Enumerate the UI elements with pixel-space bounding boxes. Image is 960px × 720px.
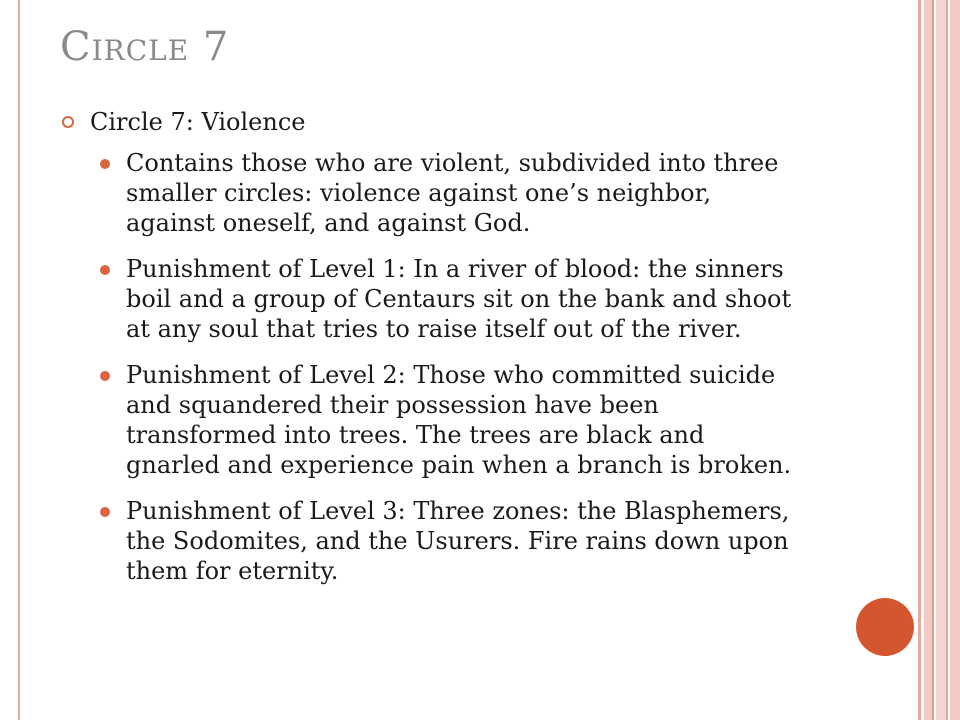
bullet-line: at any soul that tries to raise itself out of the river.	[126, 315, 742, 343]
dot-bullet-icon	[100, 159, 110, 169]
bullet-line: them for eternity.	[126, 557, 339, 585]
bullet-line: and squandered their possession have been	[126, 391, 659, 419]
right-border-stripe	[936, 0, 946, 720]
decorative-circle	[856, 598, 914, 656]
sub-bullet	[100, 496, 934, 586]
heading-bullet	[62, 106, 934, 138]
bullet-line: gnarled and experience pain when a branch is broken.	[126, 451, 792, 479]
right-border-stripe	[950, 0, 960, 720]
bullet-line: the Sodomites, and the Usurers. Fire rains down upon	[126, 527, 789, 555]
bullet-line: Contains those who are violent, subdivided into three	[126, 149, 779, 177]
heading-text: Circle 7: Violence	[90, 108, 306, 136]
sub-bullet	[100, 254, 934, 344]
bullet-line: against oneself, and against God.	[126, 209, 531, 237]
sub-bullet	[100, 148, 934, 238]
dot-bullet-icon	[100, 265, 110, 275]
dot-bullet-icon	[100, 507, 110, 517]
bullet-line: smaller circles: violence against one’s neighbor,	[126, 179, 712, 207]
sub-bullet	[100, 360, 934, 480]
dot-bullet-icon	[100, 371, 110, 381]
bullet-line: Punishment of Level 1: In a river of blood: the sinners	[126, 255, 784, 283]
bullet-line: boil and a group of Centaurs sit on the bank and shoot	[126, 285, 792, 313]
bullet-line: Punishment of Level 2: Those who committed suicide	[126, 361, 776, 389]
slide-title: Circle 7	[60, 24, 230, 70]
ring-bullet-icon	[62, 116, 74, 128]
bullet-line: Punishment of Level 3: Three zones: the Blasphemers,	[126, 497, 790, 525]
slide-body	[62, 106, 934, 586]
right-border-stripe	[946, 0, 948, 720]
bullet-line: transformed into trees. The trees are black and	[126, 421, 705, 449]
left-frame-line	[18, 0, 20, 720]
